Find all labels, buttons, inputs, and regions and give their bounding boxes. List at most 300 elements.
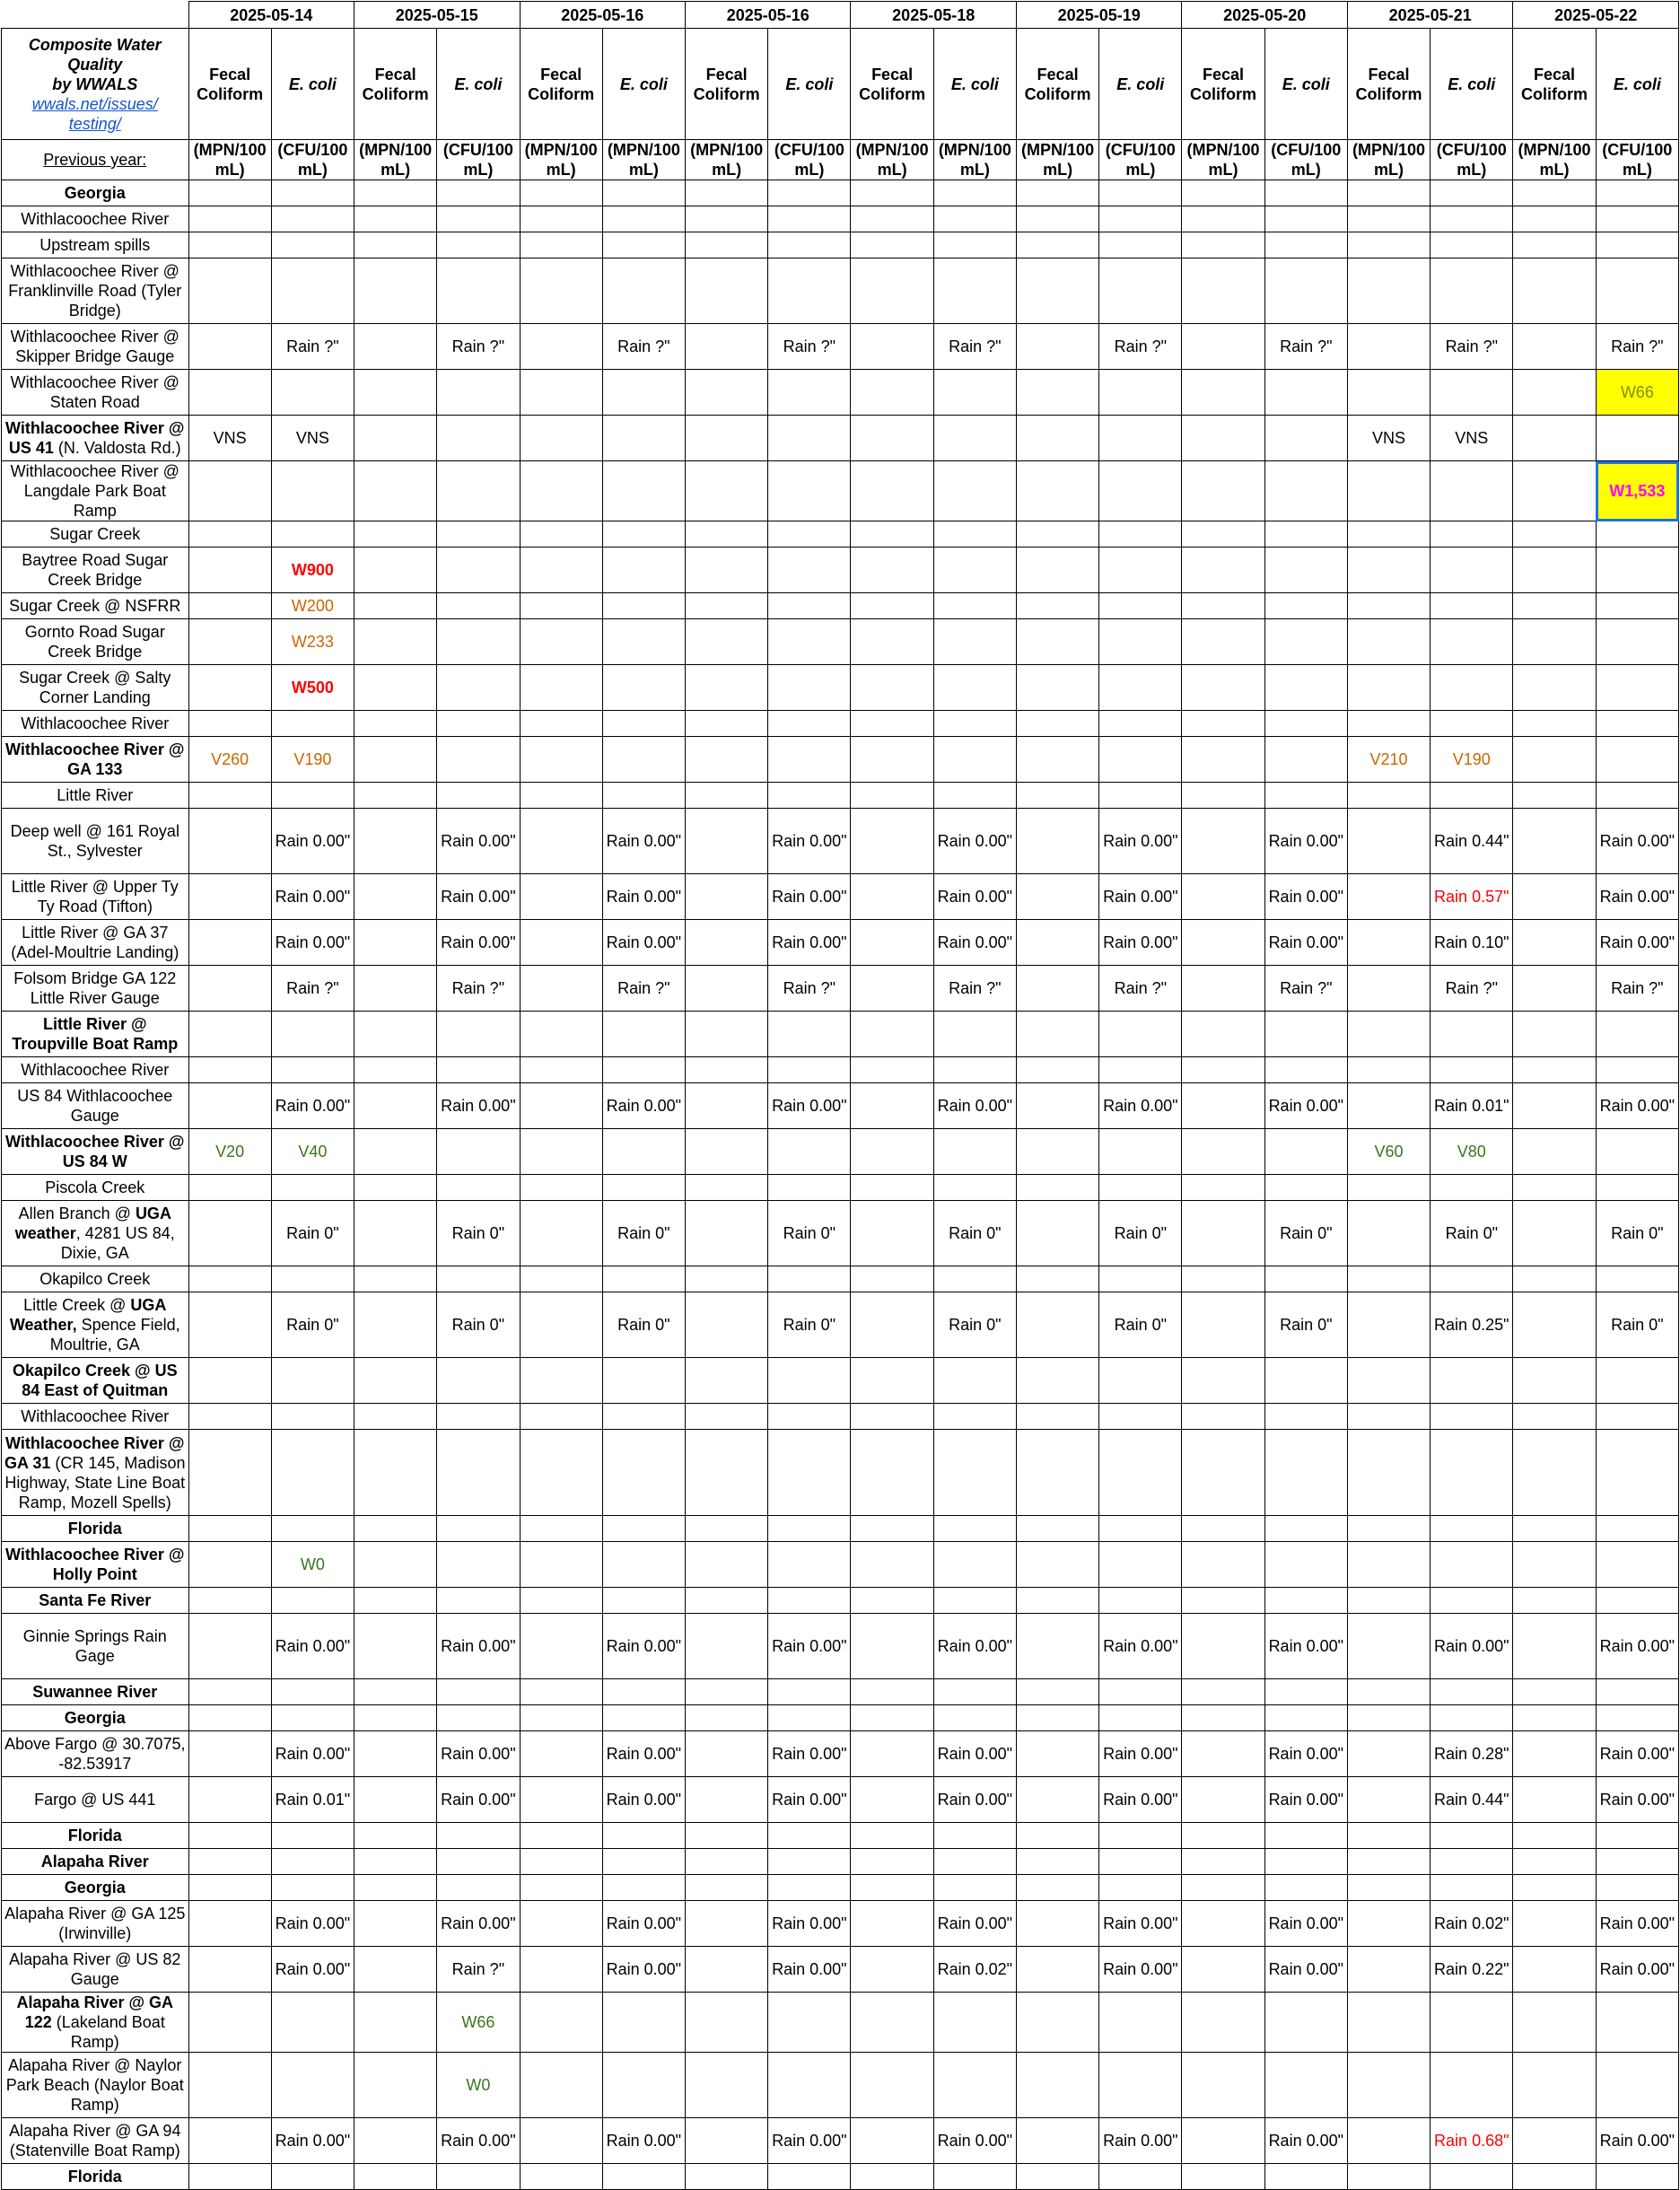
empty-cell[interactable]: [1099, 619, 1182, 665]
empty-cell[interactable]: [1099, 1430, 1182, 1516]
empty-cell[interactable]: [1347, 1731, 1430, 1777]
measurement-cell[interactable]: Rain 0.00": [933, 1083, 1016, 1129]
measurement-cell[interactable]: Rain 0.00": [1596, 1901, 1678, 1947]
empty-cell[interactable]: [1347, 1083, 1430, 1129]
empty-cell[interactable]: [188, 1875, 271, 1901]
measurement-cell[interactable]: Rain 0.00": [933, 2118, 1016, 2164]
measurement-cell[interactable]: Rain 0.00": [602, 874, 685, 920]
empty-cell[interactable]: [437, 783, 520, 809]
empty-cell[interactable]: [1431, 1516, 1513, 1542]
empty-cell[interactable]: [1596, 1849, 1678, 1875]
empty-cell[interactable]: [851, 1201, 933, 1266]
empty-cell[interactable]: [1596, 1516, 1678, 1542]
empty-cell[interactable]: [354, 1542, 437, 1588]
empty-cell[interactable]: [602, 1516, 685, 1542]
empty-cell[interactable]: [851, 1404, 933, 1430]
measurement-cell[interactable]: Rain 0.00": [1264, 1777, 1347, 1823]
empty-cell[interactable]: [1513, 1731, 1596, 1777]
measurement-cell[interactable]: Rain ?": [1596, 966, 1678, 1012]
empty-cell[interactable]: [354, 737, 437, 783]
empty-cell[interactable]: [354, 1358, 437, 1404]
empty-cell[interactable]: [1347, 809, 1430, 874]
measurement-cell[interactable]: Rain 0.00": [1264, 920, 1347, 966]
empty-cell[interactable]: [685, 2164, 767, 2190]
empty-cell[interactable]: [1264, 180, 1347, 206]
empty-cell[interactable]: [933, 1542, 1016, 1588]
empty-cell[interactable]: [851, 711, 933, 737]
empty-cell[interactable]: [768, 1875, 851, 1901]
empty-cell[interactable]: [1596, 1012, 1678, 1057]
empty-cell[interactable]: [1513, 1947, 1596, 1993]
measurement-cell[interactable]: Rain 0.00": [1099, 1731, 1182, 1777]
empty-cell[interactable]: [602, 1430, 685, 1516]
empty-cell[interactable]: [1099, 1516, 1182, 1542]
empty-cell[interactable]: [1431, 1679, 1513, 1705]
empty-cell[interactable]: [1347, 521, 1430, 548]
measurement-cell[interactable]: Rain 0": [1264, 1201, 1347, 1266]
measurement-cell[interactable]: Rain 0.00": [1596, 874, 1678, 920]
empty-cell[interactable]: [354, 1947, 437, 1993]
empty-cell[interactable]: [354, 1731, 437, 1777]
empty-cell[interactable]: [1016, 1705, 1098, 1731]
empty-cell[interactable]: [520, 1404, 602, 1430]
empty-cell[interactable]: [271, 370, 354, 416]
empty-cell[interactable]: [685, 2053, 767, 2118]
empty-cell[interactable]: [1016, 324, 1098, 370]
empty-cell[interactable]: [851, 1823, 933, 1849]
empty-cell[interactable]: [851, 1679, 933, 1705]
empty-cell[interactable]: [602, 1012, 685, 1057]
empty-cell[interactable]: [1182, 2118, 1264, 2164]
empty-cell[interactable]: [933, 1129, 1016, 1175]
empty-cell[interactable]: [1182, 1057, 1264, 1083]
empty-cell[interactable]: [602, 1266, 685, 1292]
empty-cell[interactable]: [933, 1679, 1016, 1705]
empty-cell[interactable]: [1099, 1823, 1182, 1849]
empty-cell[interactable]: [768, 521, 851, 548]
empty-cell[interactable]: [354, 1404, 437, 1430]
empty-cell[interactable]: [1347, 370, 1430, 416]
measurement-cell[interactable]: Rain ?": [437, 966, 520, 1012]
empty-cell[interactable]: [602, 1679, 685, 1705]
empty-cell[interactable]: [1347, 1705, 1430, 1731]
measurement-cell[interactable]: V210: [1347, 737, 1430, 783]
measurement-cell[interactable]: Rain 0.00": [933, 874, 1016, 920]
empty-cell[interactable]: [1347, 711, 1430, 737]
empty-cell[interactable]: [933, 783, 1016, 809]
empty-cell[interactable]: [1016, 521, 1098, 548]
empty-cell[interactable]: [1431, 232, 1513, 258]
empty-cell[interactable]: [354, 1516, 437, 1542]
empty-cell[interactable]: [602, 1849, 685, 1875]
empty-cell[interactable]: [768, 370, 851, 416]
empty-cell[interactable]: [1264, 783, 1347, 809]
empty-cell[interactable]: [768, 1266, 851, 1292]
empty-cell[interactable]: [354, 1849, 437, 1875]
empty-cell[interactable]: [1016, 1266, 1098, 1292]
empty-cell[interactable]: [1431, 593, 1513, 619]
empty-cell[interactable]: [1347, 1875, 1430, 1901]
empty-cell[interactable]: [1596, 1057, 1678, 1083]
empty-cell[interactable]: [1264, 1679, 1347, 1705]
empty-cell[interactable]: [520, 711, 602, 737]
empty-cell[interactable]: [1596, 521, 1678, 548]
empty-cell[interactable]: [1182, 1292, 1264, 1358]
empty-cell[interactable]: [1264, 2164, 1347, 2190]
empty-cell[interactable]: [437, 1823, 520, 1849]
empty-cell[interactable]: [188, 521, 271, 548]
empty-cell[interactable]: [1513, 711, 1596, 737]
empty-cell[interactable]: [1347, 1266, 1430, 1292]
empty-cell[interactable]: [1513, 370, 1596, 416]
measurement-cell[interactable]: Rain 0.00": [437, 1777, 520, 1823]
empty-cell[interactable]: [1099, 1679, 1182, 1705]
empty-cell[interactable]: [1347, 1679, 1430, 1705]
empty-cell[interactable]: [437, 416, 520, 461]
empty-cell[interactable]: [1596, 1430, 1678, 1516]
empty-cell[interactable]: [1016, 461, 1098, 521]
empty-cell[interactable]: [768, 783, 851, 809]
empty-cell[interactable]: [933, 1430, 1016, 1516]
empty-cell[interactable]: [1016, 416, 1098, 461]
empty-cell[interactable]: [1513, 1875, 1596, 1901]
empty-cell[interactable]: [685, 1588, 767, 1614]
empty-cell[interactable]: [1264, 2053, 1347, 2118]
empty-cell[interactable]: [354, 258, 437, 324]
measurement-cell[interactable]: Rain ?": [271, 324, 354, 370]
empty-cell[interactable]: [354, 1057, 437, 1083]
empty-cell[interactable]: [1099, 1012, 1182, 1057]
empty-cell[interactable]: [602, 737, 685, 783]
empty-cell[interactable]: [271, 1588, 354, 1614]
empty-cell[interactable]: [1099, 232, 1182, 258]
empty-cell[interactable]: [1431, 1012, 1513, 1057]
empty-cell[interactable]: [685, 1292, 767, 1358]
empty-cell[interactable]: [188, 324, 271, 370]
empty-cell[interactable]: [768, 1705, 851, 1731]
empty-cell[interactable]: [1016, 1430, 1098, 1516]
measurement-cell[interactable]: Rain 0.00": [933, 920, 1016, 966]
measurement-cell[interactable]: Rain 0.00": [602, 809, 685, 874]
empty-cell[interactable]: [933, 665, 1016, 711]
empty-cell[interactable]: [1513, 180, 1596, 206]
empty-cell[interactable]: [188, 1823, 271, 1849]
measurement-cell[interactable]: Rain 0.00": [437, 920, 520, 966]
empty-cell[interactable]: [1596, 593, 1678, 619]
testing-link-1[interactable]: wwals.net/issues/: [31, 94, 158, 113]
empty-cell[interactable]: [520, 1947, 602, 1993]
empty-cell[interactable]: [1431, 1993, 1513, 2053]
measurement-cell[interactable]: Rain 0.00": [437, 1083, 520, 1129]
empty-cell[interactable]: [1099, 180, 1182, 206]
empty-cell[interactable]: [1596, 180, 1678, 206]
empty-cell[interactable]: [1182, 1993, 1264, 2053]
empty-cell[interactable]: [1264, 737, 1347, 783]
empty-cell[interactable]: [1264, 1266, 1347, 1292]
empty-cell[interactable]: [188, 461, 271, 521]
measurement-cell[interactable]: W200: [271, 593, 354, 619]
empty-cell[interactable]: [851, 1705, 933, 1731]
empty-cell[interactable]: [354, 1129, 437, 1175]
empty-cell[interactable]: [685, 1823, 767, 1849]
measurement-cell[interactable]: Rain 0.00": [271, 1901, 354, 1947]
empty-cell[interactable]: [1264, 1175, 1347, 1201]
measurement-cell[interactable]: Rain 0.02": [1431, 1901, 1513, 1947]
empty-cell[interactable]: [1182, 1901, 1264, 1947]
empty-cell[interactable]: [685, 1266, 767, 1292]
empty-cell[interactable]: [354, 416, 437, 461]
empty-cell[interactable]: [1016, 1849, 1098, 1875]
empty-cell[interactable]: [685, 1777, 767, 1823]
empty-cell[interactable]: [1016, 966, 1098, 1012]
empty-cell[interactable]: [1513, 1358, 1596, 1404]
empty-cell[interactable]: [1264, 1012, 1347, 1057]
empty-cell[interactable]: [1099, 1129, 1182, 1175]
empty-cell[interactable]: [1513, 619, 1596, 665]
empty-cell[interactable]: [520, 1201, 602, 1266]
empty-cell[interactable]: [685, 1875, 767, 1901]
empty-cell[interactable]: [271, 783, 354, 809]
measurement-cell[interactable]: Rain 0.00": [1264, 809, 1347, 874]
empty-cell[interactable]: [933, 521, 1016, 548]
empty-cell[interactable]: [602, 548, 685, 593]
empty-cell[interactable]: [933, 711, 1016, 737]
empty-cell[interactable]: [768, 258, 851, 324]
measurement-cell[interactable]: Rain 0.00": [271, 1083, 354, 1129]
empty-cell[interactable]: [1431, 1404, 1513, 1430]
empty-cell[interactable]: [188, 2053, 271, 2118]
empty-cell[interactable]: [602, 1175, 685, 1201]
measurement-cell[interactable]: Rain 0.00": [1099, 920, 1182, 966]
empty-cell[interactable]: [437, 370, 520, 416]
empty-cell[interactable]: [188, 1588, 271, 1614]
measurement-cell[interactable]: Rain 0.00": [602, 920, 685, 966]
empty-cell[interactable]: [520, 809, 602, 874]
empty-cell[interactable]: [188, 1731, 271, 1777]
empty-cell[interactable]: [1264, 1705, 1347, 1731]
measurement-cell[interactable]: Rain 0": [271, 1292, 354, 1358]
empty-cell[interactable]: [685, 521, 767, 548]
empty-cell[interactable]: [1596, 1705, 1678, 1731]
empty-cell[interactable]: [685, 1705, 767, 1731]
empty-cell[interactable]: [685, 1012, 767, 1057]
empty-cell[interactable]: [354, 521, 437, 548]
empty-cell[interactable]: [1264, 232, 1347, 258]
empty-cell[interactable]: [1099, 2164, 1182, 2190]
empty-cell[interactable]: [685, 1083, 767, 1129]
empty-cell[interactable]: [1182, 1777, 1264, 1823]
empty-cell[interactable]: [1099, 1588, 1182, 1614]
empty-cell[interactable]: [354, 1175, 437, 1201]
empty-cell[interactable]: [354, 1705, 437, 1731]
empty-cell[interactable]: [188, 619, 271, 665]
empty-cell[interactable]: [1431, 1875, 1513, 1901]
empty-cell[interactable]: [520, 1849, 602, 1875]
empty-cell[interactable]: [851, 548, 933, 593]
measurement-cell[interactable]: Rain 0.00": [271, 2118, 354, 2164]
empty-cell[interactable]: [1016, 1777, 1098, 1823]
measurement-cell[interactable]: V190: [1431, 737, 1513, 783]
empty-cell[interactable]: [1264, 711, 1347, 737]
empty-cell[interactable]: [1596, 711, 1678, 737]
empty-cell[interactable]: [685, 920, 767, 966]
empty-cell[interactable]: [1347, 548, 1430, 593]
empty-cell[interactable]: [188, 593, 271, 619]
measurement-cell[interactable]: Rain 0": [933, 1292, 1016, 1358]
empty-cell[interactable]: [602, 521, 685, 548]
empty-cell[interactable]: [1182, 711, 1264, 737]
empty-cell[interactable]: [1016, 206, 1098, 232]
empty-cell[interactable]: [685, 1731, 767, 1777]
empty-cell[interactable]: [1513, 521, 1596, 548]
measurement-cell[interactable]: Rain 0.00": [271, 920, 354, 966]
empty-cell[interactable]: [685, 548, 767, 593]
empty-cell[interactable]: [1596, 206, 1678, 232]
empty-cell[interactable]: [768, 2053, 851, 2118]
empty-cell[interactable]: [1016, 180, 1098, 206]
empty-cell[interactable]: [188, 206, 271, 232]
measurement-cell[interactable]: Rain ?": [1099, 324, 1182, 370]
empty-cell[interactable]: [602, 180, 685, 206]
empty-cell[interactable]: [1182, 966, 1264, 1012]
empty-cell[interactable]: [354, 548, 437, 593]
measurement-cell[interactable]: Rain 0.00": [1596, 1614, 1678, 1679]
empty-cell[interactable]: [1099, 1266, 1182, 1292]
empty-cell[interactable]: [354, 180, 437, 206]
empty-cell[interactable]: [1099, 1849, 1182, 1875]
empty-cell[interactable]: [1264, 593, 1347, 619]
empty-cell[interactable]: [602, 1875, 685, 1901]
empty-cell[interactable]: [1264, 1542, 1347, 1588]
empty-cell[interactable]: [188, 2118, 271, 2164]
empty-cell[interactable]: [851, 1057, 933, 1083]
empty-cell[interactable]: [851, 1947, 933, 1993]
empty-cell[interactable]: [1596, 783, 1678, 809]
measurement-cell[interactable]: Rain 0.00": [437, 1901, 520, 1947]
empty-cell[interactable]: [437, 1542, 520, 1588]
empty-cell[interactable]: [1099, 711, 1182, 737]
measurement-cell[interactable]: V40: [271, 1129, 354, 1175]
measurement-cell[interactable]: Rain 0.44": [1431, 1777, 1513, 1823]
empty-cell[interactable]: [1016, 1404, 1098, 1430]
empty-cell[interactable]: [271, 1175, 354, 1201]
empty-cell[interactable]: [1347, 1901, 1430, 1947]
empty-cell[interactable]: [1016, 874, 1098, 920]
measurement-cell[interactable]: VNS: [1431, 416, 1513, 461]
empty-cell[interactable]: [1182, 521, 1264, 548]
empty-cell[interactable]: [520, 1901, 602, 1947]
empty-cell[interactable]: [602, 1993, 685, 2053]
measurement-cell[interactable]: Rain 0.00": [768, 809, 851, 874]
measurement-cell[interactable]: Rain ?": [933, 966, 1016, 1012]
empty-cell[interactable]: [354, 1012, 437, 1057]
empty-cell[interactable]: [520, 1292, 602, 1358]
empty-cell[interactable]: [602, 1129, 685, 1175]
measurement-cell[interactable]: Rain 0.00": [933, 1901, 1016, 1947]
empty-cell[interactable]: [271, 1266, 354, 1292]
empty-cell[interactable]: [685, 1358, 767, 1404]
empty-cell[interactable]: [437, 711, 520, 737]
empty-cell[interactable]: [1347, 920, 1430, 966]
empty-cell[interactable]: [1099, 2053, 1182, 2118]
empty-cell[interactable]: [1513, 416, 1596, 461]
empty-cell[interactable]: [1099, 1705, 1182, 1731]
empty-cell[interactable]: [520, 1588, 602, 1614]
empty-cell[interactable]: [354, 1266, 437, 1292]
empty-cell[interactable]: [685, 232, 767, 258]
empty-cell[interactable]: [602, 593, 685, 619]
empty-cell[interactable]: [1182, 920, 1264, 966]
measurement-cell[interactable]: Rain 0.00": [602, 2118, 685, 2164]
measurement-cell[interactable]: Rain 0": [602, 1292, 685, 1358]
empty-cell[interactable]: [685, 206, 767, 232]
empty-cell[interactable]: [354, 370, 437, 416]
empty-cell[interactable]: [768, 1358, 851, 1404]
measurement-cell[interactable]: Rain 0": [1596, 1292, 1678, 1358]
empty-cell[interactable]: [188, 2164, 271, 2190]
empty-cell[interactable]: [1016, 548, 1098, 593]
empty-cell[interactable]: [1513, 1266, 1596, 1292]
empty-cell[interactable]: [520, 783, 602, 809]
empty-cell[interactable]: [1596, 1823, 1678, 1849]
empty-cell[interactable]: [520, 737, 602, 783]
measurement-cell[interactable]: Rain 0.68": [1431, 2118, 1513, 2164]
empty-cell[interactable]: [271, 1993, 354, 2053]
measurement-cell[interactable]: Rain 0.00": [768, 1777, 851, 1823]
empty-cell[interactable]: [354, 1993, 437, 2053]
empty-cell[interactable]: [188, 966, 271, 1012]
empty-cell[interactable]: [1347, 966, 1430, 1012]
empty-cell[interactable]: [1264, 1404, 1347, 1430]
empty-cell[interactable]: [1264, 416, 1347, 461]
empty-cell[interactable]: [354, 1588, 437, 1614]
empty-cell[interactable]: [602, 258, 685, 324]
empty-cell[interactable]: [1182, 1430, 1264, 1516]
empty-cell[interactable]: [188, 258, 271, 324]
previous-year-link[interactable]: Previous year:: [2, 140, 189, 180]
empty-cell[interactable]: [520, 1266, 602, 1292]
empty-cell[interactable]: [1016, 258, 1098, 324]
empty-cell[interactable]: [188, 809, 271, 874]
empty-cell[interactable]: [354, 2118, 437, 2164]
empty-cell[interactable]: [1513, 1679, 1596, 1705]
empty-cell[interactable]: [354, 1777, 437, 1823]
empty-cell[interactable]: [1182, 1266, 1264, 1292]
measurement-cell[interactable]: Rain 0.00": [1596, 920, 1678, 966]
empty-cell[interactable]: [188, 232, 271, 258]
measurement-cell[interactable]: Rain ?": [768, 966, 851, 1012]
measurement-cell[interactable]: Rain ?": [1431, 324, 1513, 370]
empty-cell[interactable]: [1016, 2053, 1098, 2118]
empty-cell[interactable]: [1513, 1430, 1596, 1516]
empty-cell[interactable]: [271, 258, 354, 324]
empty-cell[interactable]: [1347, 874, 1430, 920]
empty-cell[interactable]: [1347, 1823, 1430, 1849]
empty-cell[interactable]: [354, 874, 437, 920]
empty-cell[interactable]: [354, 2164, 437, 2190]
empty-cell[interactable]: [768, 548, 851, 593]
empty-cell[interactable]: [851, 737, 933, 783]
empty-cell[interactable]: [1513, 1849, 1596, 1875]
measurement-cell[interactable]: Rain ?": [1596, 324, 1678, 370]
empty-cell[interactable]: [188, 1777, 271, 1823]
empty-cell[interactable]: [1182, 783, 1264, 809]
empty-cell[interactable]: [1016, 1201, 1098, 1266]
empty-cell[interactable]: [851, 232, 933, 258]
empty-cell[interactable]: [188, 874, 271, 920]
empty-cell[interactable]: [602, 1542, 685, 1588]
empty-cell[interactable]: [1347, 1542, 1430, 1588]
